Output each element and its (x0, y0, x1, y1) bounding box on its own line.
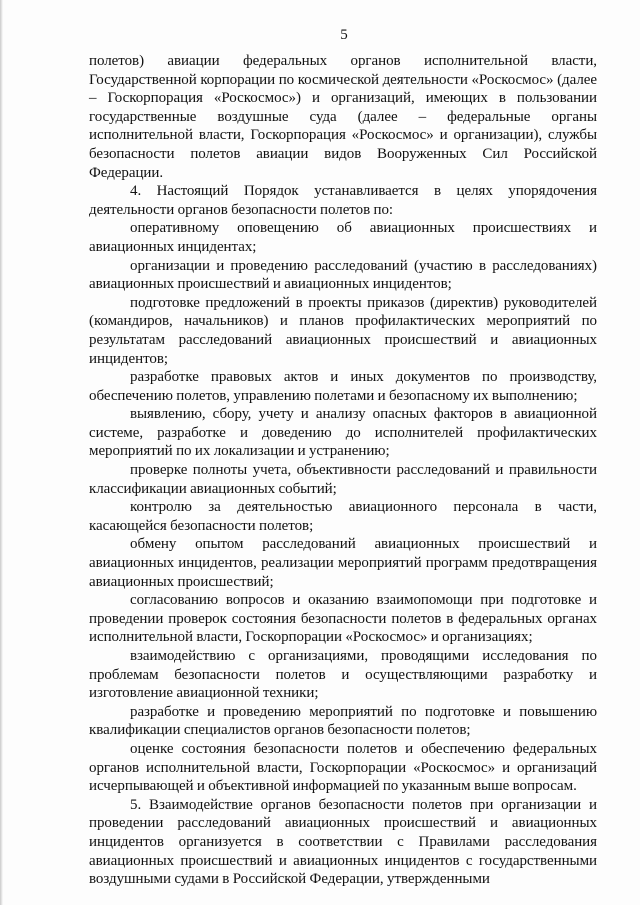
list-item-verification: проверке полноты учета, объективности расследований и правильности классификации авиационных событий; (89, 462, 597, 497)
list-item-experience-exchange: обмену опытом расследований авиационных происшествий и авиационных инцидентов, реализации мероприятий программ предотвращения авиационных происшествий; (89, 536, 597, 590)
list-item-investigations: организации и проведению расследований (участию в расследованиях) авиационных происшествий и авиационных инцидентов; (89, 257, 597, 293)
list-item-assessment: оценке состояния безопасности полетов и обеспечению федеральных органов исполнительной власти, Госкорпорации «Роскосмос» и организаций исчерпывающей и объективной информацией по указанным выше вопросам. (89, 740, 597, 795)
list-item-training: разработке и проведению мероприятий по подготовке и повышению квалификации специалистов органов безопасности полетов; (89, 703, 597, 739)
list-item-notification: оперативному оповещению об авиационных происшествиях и авиационных инцидентах; (89, 220, 597, 255)
list-item-proposals: подготовке предложений в проекты приказов (директив) руководителей (командиров, начальников) и планов профилактических мероприятий по результатам расследований авиационных происшествий и авиационных инцидентов; (89, 294, 597, 367)
paragraph-item-4: 4. Настоящий Порядок устанавливается в целях упорядочения деятельности органов безопасности полетов по: (89, 183, 597, 218)
page-number: 5 (340, 27, 348, 43)
scan-edge-shadow (0, 0, 3, 905)
paragraph-continuation: полетов) авиации федеральных органов исполнительной власти, Государственной корпорации по космической деятельности «Роскосмос» (далее – Госкорпорация «Роскосмос») и организаций, имеющих в пользовании государственные воздушные суда (далее – федеральные органы исполнительной власти, Госкорпорация «Роскосмос» и организации), службы безопасности полетов авиации видов Вооруженных Сил Российской Федерации. (89, 53, 597, 181)
list-item-legal-acts: разработке правовых актов и иных документов по производству, обеспечению полетов, управлению полетами и безопасному их выполнению; (89, 369, 597, 404)
paragraph-item-5: 5. Взаимодействие органов безопасности полетов при организации и проведении расследований авиационных происшествий и авиационных инцидентов организуется в соответствии с Правилами расследования авиационных происшествий и авиационных инцидентов с государственными воздушными судами в Российской Федерации, утвержденными (89, 796, 597, 888)
list-item-coordination: согласованию вопросов и оказанию взаимопомощи при подготовке и проведении проверок состояния безопасности полетов в федеральных органах исполнительной власти, Госкорпорации «Роскосмос» и организациях; (89, 592, 597, 646)
list-item-research-cooperation: взаимодействию с организациями, проводящими исследования по проблемам безопасности полетов и осуществляющими разработку и изготовление авиационной техники; (89, 648, 597, 702)
list-item-personnel-control: контролю за деятельностью авиационного персонала в части, касающейся безопасности полетов; (89, 499, 597, 534)
list-item-hazard-analysis: выявлению, сбору, учету и анализу опасных факторов в авиационной системе, разработке и доведению до исполнителей профилактических мероприятий по их локализации и устранению; (89, 406, 597, 460)
